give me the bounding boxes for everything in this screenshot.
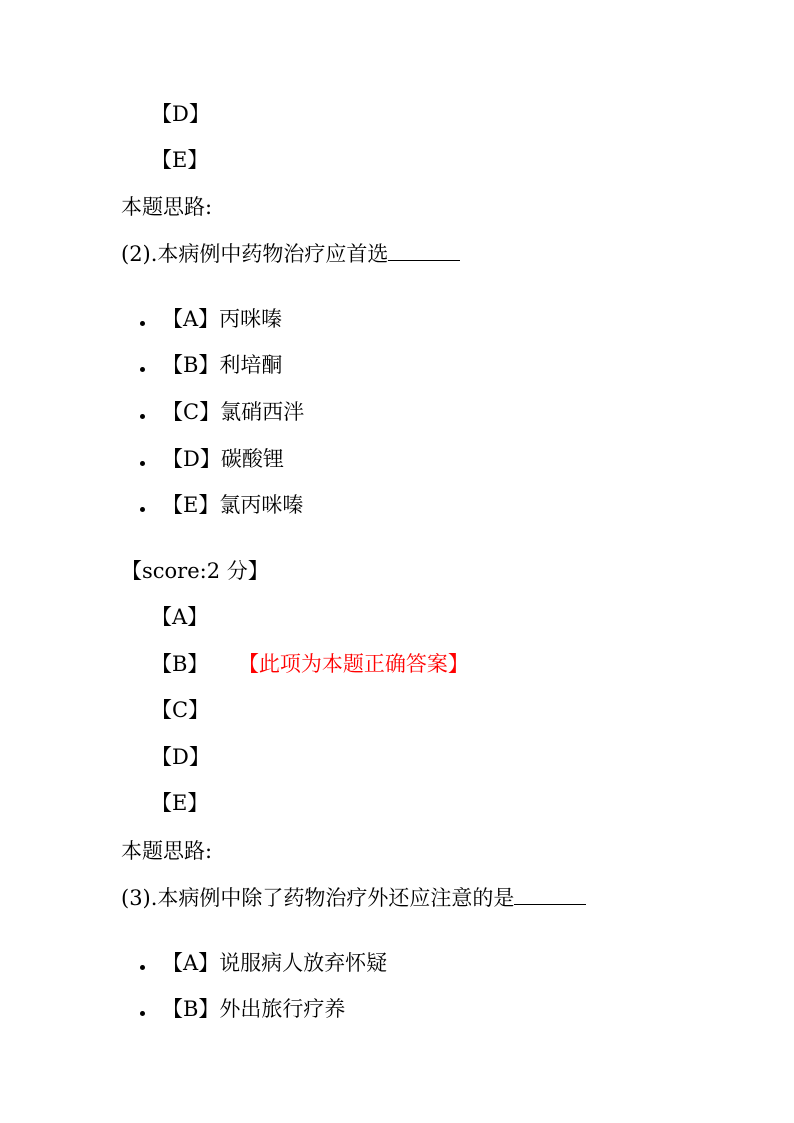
choice-text: 【E】氯丙咪嗪 [162, 493, 304, 517]
choice-text: 【A】说服病人放弃怀疑 [162, 951, 388, 975]
choice-item [140, 352, 282, 378]
bullet-icon [140, 507, 145, 512]
bullet-icon [140, 321, 145, 326]
thinking-label: 本题思路: [121, 839, 213, 863]
score-label: 【score:2 分】 [121, 559, 269, 583]
bullet-icon [140, 367, 145, 372]
choice-item [140, 399, 304, 425]
bullet-icon [140, 1011, 145, 1016]
choice-item [140, 950, 387, 976]
answer-option-a: 【A】 [151, 605, 209, 629]
choice-item [140, 492, 303, 518]
choice-text: 【B】外出旅行疗养 [162, 997, 346, 1021]
bullet-icon [140, 965, 145, 970]
answer-option-d: 【D】 [151, 102, 210, 126]
answer-option-b [151, 651, 469, 677]
choice-text: 【A】丙咪嗪 [162, 307, 283, 331]
choice-text: 【D】碳酸锂 [162, 447, 284, 471]
answer-option-e: 【E】 [151, 148, 209, 172]
answer-option-e: 【E】 [151, 791, 209, 815]
question-3-text: (3).本病例中除了药物治疗外还应注意的是 [121, 886, 515, 910]
choice-text: 【B】利培酮 [162, 353, 283, 377]
bullet-icon [140, 414, 145, 419]
correct-answer-note: 【此项为本题正确答案】 [248, 652, 469, 676]
thinking-label: 本题思路: [121, 195, 213, 219]
choice-text: 【C】氯硝西泮 [162, 400, 305, 424]
question-3 [121, 885, 586, 911]
choice-item [140, 306, 282, 332]
answer-option-d: 【D】 [151, 745, 210, 769]
choice-item [140, 446, 284, 472]
question-2-text: (2).本病例中药物治疗应首选 [121, 242, 389, 266]
answer-blank [514, 886, 586, 905]
answer-blank [388, 242, 460, 261]
answer-option-b-label: 【B】 [151, 652, 209, 676]
answer-option-c: 【C】 [151, 698, 210, 722]
bullet-icon [140, 461, 145, 466]
question-2 [121, 241, 460, 267]
choice-item [140, 996, 345, 1022]
